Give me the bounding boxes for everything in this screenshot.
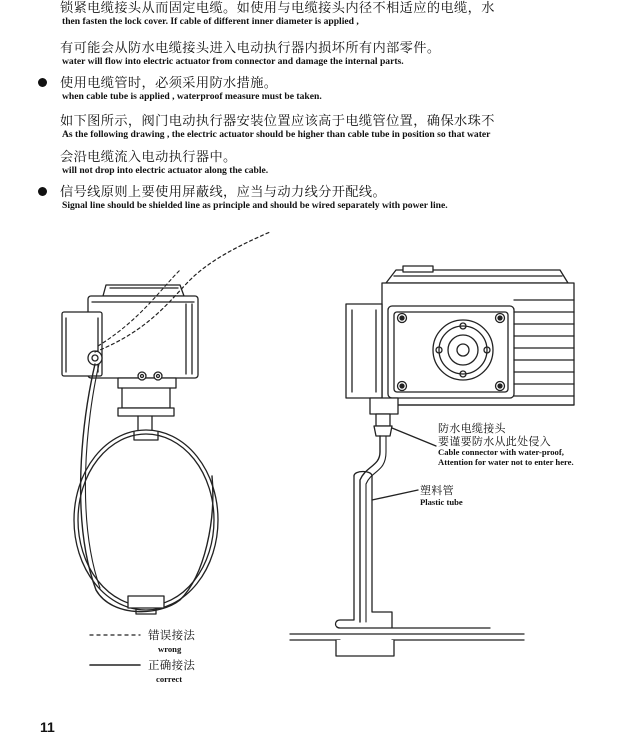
bullet-1-cn: 使用电缆管时，必须采用防水措施。 — [60, 76, 278, 91]
paragraph-line2-cn: 有可能会从防水电缆接头进入电动执行器内损坏所有内部零件。 — [60, 41, 441, 56]
bullet-2-dot — [38, 187, 47, 196]
legend-correct-en: correct — [156, 674, 183, 684]
bullet-2-en: Signal line should be shielded line as principle and should be wired separately with power line. — [62, 200, 448, 211]
bullet-1-en: when cable tube is applied , waterproof measure must be taken. — [62, 91, 322, 102]
legend-correct-cn: 正确接法 — [148, 658, 196, 672]
label-tube-en: Plastic tube — [420, 497, 463, 507]
paragraph-line4-cn: 会沿电缆流入电动执行器中。 — [60, 150, 237, 165]
paragraph-line1-en: then fasten the lock cover. If cable of different inner diameter is applied , — [62, 16, 359, 27]
paragraph-line4-en: will not drop into electric actuator along the cable. — [62, 165, 269, 176]
paragraph-line2-en: water will flow into electric actuator from connector and damage the internal parts. — [62, 56, 404, 67]
left-actuator-drawing — [62, 232, 270, 614]
legend-wrong-cn: 错误接法 — [148, 628, 196, 642]
bullet-2-cn: 信号线原则上要使用屏蔽线，应当与动力线分开配线。 — [60, 185, 387, 200]
page-number: 11 — [40, 719, 55, 735]
label-connector-cn-2: 要谨要防水从此处侵入 — [438, 435, 551, 448]
paragraph-line1-cn: 锁紧电缆接头从而固定电缆。如使用与电缆接头内径不相适应的电缆，水 — [60, 1, 495, 16]
paragraph-line3-cn: 如下图所示，阀门电动执行器安装位置应该高于电缆管位置，确保水珠不 — [60, 114, 495, 129]
label-tube-cn: 塑料管 — [420, 484, 454, 497]
legend-wrong-en: wrong — [158, 644, 182, 654]
label-connector-cn-1: 防水电缆接头 — [438, 422, 506, 435]
bullet-1-dot — [38, 78, 47, 87]
label-connector-en-2: Attention for water not to enter here. — [438, 457, 574, 467]
paragraph-line3-en: As the following drawing , the electric actuator should be higher than cable tube in position so that water — [62, 129, 491, 140]
label-connector-en-1: Cable connector with water-proof, — [438, 447, 564, 457]
